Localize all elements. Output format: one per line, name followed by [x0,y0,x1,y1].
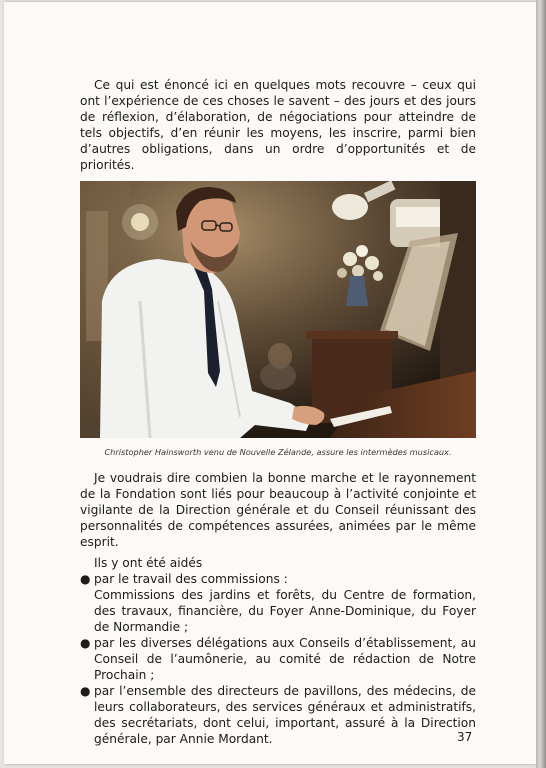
page-binding-edge [536,0,546,768]
bullet-icon: ● [80,684,91,698]
bullet-icon: ● [80,636,91,650]
page-number: 37 [457,730,473,744]
page-content [80,77,476,747]
list-item-text: par le travail des commissions : [94,572,288,586]
list-item [80,683,476,747]
list-item-detail: Commissions des jardins et forêts, du Centre de formation, des travaux, financière, du Foyer Anne-Dominique, du Foyer de Normandie ; [94,588,476,634]
photo-pianist [80,181,476,438]
list-item [80,635,476,683]
list-item [80,571,476,635]
bullet-icon: ● [80,572,91,586]
paragraph-intro: Ce qui est énoncé ici en quelques mots recouvre – ceux qui ont l’expérience de ces choses le savent – des jours et des jours de réflexion, d’élaboration, de négociations pour atteindre de tels objectifs, d’en réunir les moyens, les inscrire, parmi bien d’autres obligations, dans un ordre d’opportunités et de priorités. [80,78,476,172]
document-page [4,2,536,764]
bullet-list [80,571,476,747]
list-intro: Ils y ont été aidés [94,556,203,570]
paragraph-foundation: Je voudrais dire combien la bonne marche et le rayonnement de la Fondation sont liés pour beaucoup à l’activité conjointe et vigilante de la Direction générale et du Conseil réunissant des personnalités de compétences assurées, animées par le même esprit. [80,471,476,549]
list-item-text: par l’ensemble des directeurs de pavillons, des médecins, de leurs collaborateurs, des services généraux et administratifs, des secrétariats, dont celui, important, assuré à la Direction générale, par Annie Mordant. [94,684,476,746]
list-item-text: par les diverses délégations aux Conseils d’établissement, au Conseil de l’aumônerie, au comité de rédaction de Notre Prochain ; [94,636,476,682]
photo-caption: Christopher Hainsworth venu de Nouvelle Zélande, assure les intermèdes musicaux. [104,447,452,457]
